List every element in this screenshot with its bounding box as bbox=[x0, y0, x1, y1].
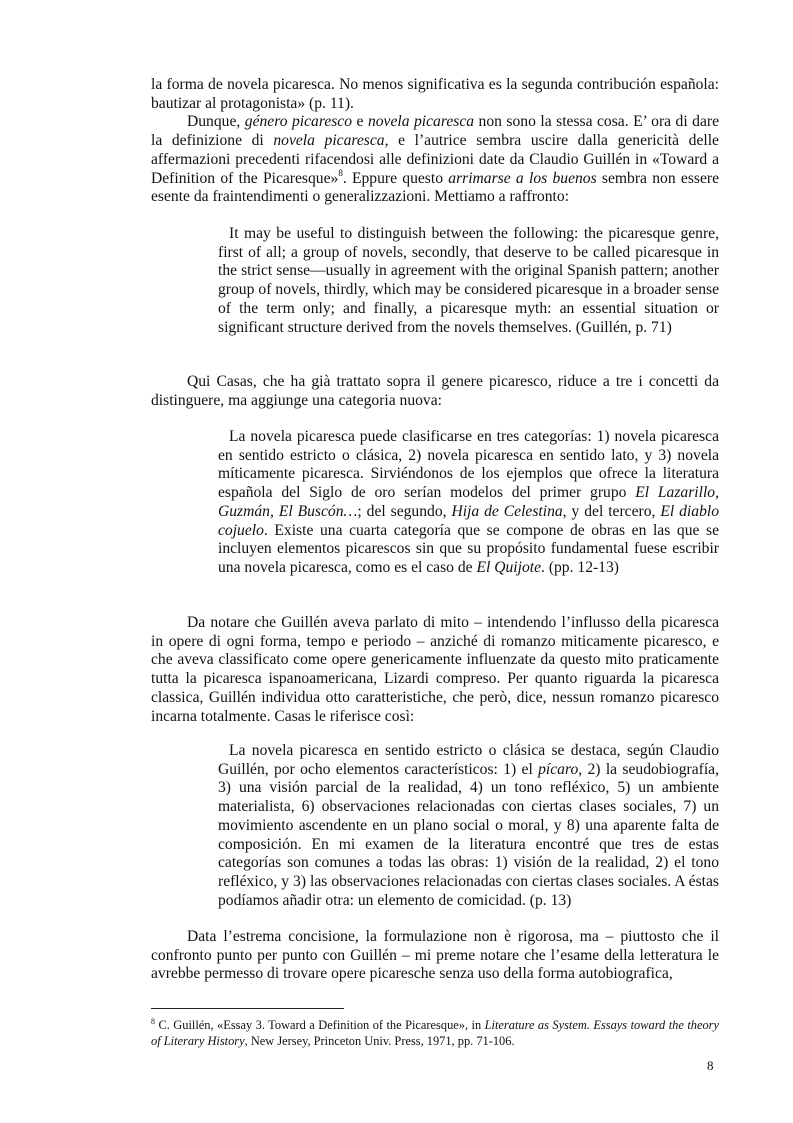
block-quote-casas-elements: La novela picaresca en sentido estricto o clásica se destaca, según Claudio Guillén, por ocho elementos característicos: 1) el pícaro, 2) la seudobiografía, 3) una visión parcial de la realidad, 4) un tono refléxico, 5) un ambiente materialista, 6) observaciones relacionadas con ciertas clases sociales, 7) un movimiento ascendente en un plano social o moral, y 8) una aparente falta de composición. En mi examen de la literatura encontré que tres de estas categorías son comunes a todas las obras: 1) visión de la realidad, 2) el tono refléxico, y 3) las observaciones relacionadas con ciertas clases sociales. A éstas podíamos añadir otra: un elemento de comicidad. (p. 13) bbox=[218, 742, 719, 909]
page-number: 8 bbox=[707, 1058, 714, 1073]
paragraph-dunque: Dunque, género picaresco e novela picaresca non sono la stessa cosa. E’ ora di dare la definizione di novela picaresca, e l’autrice sembra uscire dalla genericità delle affermazioni precedenti rifacendosi alle definizioni date da Claudio Guillén in «Toward a Definition of the Picaresque»$^8$. Eppure questo arrimarse a los buenos sembra non essere esente da fraintendimenti o generalizzazioni. Mettiamo a raffronto: bbox=[151, 113, 719, 206]
paragraph-continuation: la forma de novela picaresca. No menos significativa es la segunda contribución española: bautizar al protagonista» (p. 11). bbox=[151, 76, 719, 112]
body-text-da-notare bbox=[151, 614, 719, 726]
footnote: $^8$ C. Guillén, «Essay 3. Toward a Definition of the Picaresque», in Literature as System. Essays toward the theory of Literary History, New Jersey, Princeton Univ. Press, 1971, pp. 71-106. bbox=[151, 1017, 719, 1048]
block-quote-guillen: It may be useful to distinguish between the following: the picaresque genre, first of all; a group of novels, secondly, that deserve to be called picaresque in the strict sense—usually in agreement with the original Spanish pattern; another group of novels, thirdly, which may be considered picaresque in a broader sense of the term only; and finally, a picaresque myth: an essential situation or significant structure derived from the novels themselves. (Guillén, p. 71) bbox=[218, 225, 719, 336]
body-text-data bbox=[151, 928, 719, 984]
footnote-divider bbox=[151, 1008, 344, 1009]
block-quote-casas-categories: La novela picaresca puede clasificarse en tres categorías: 1) novela picaresca en sentido estricto o clásica, 2) novela picaresca en sentido lato, y 3) novela míticamente picaresca. Sirviéndonos de los ejemplos que ofrece la literatura española del Siglo de oro serían modelos del primer grupo El Lazarillo, Guzmán, El Buscón…; del segundo, Hija de Celestina, y del tercero, El diablo cojuelo. Existe una cuarta categoría que se compone de obras en las que se incluyen elementos picarescos sin que su propósito fundamental fuese escribir una novela picaresca, como es el caso de El Quijote. (pp. 12-13) bbox=[218, 428, 719, 576]
footnote-reference: 8 bbox=[338, 167, 343, 178]
footnote-number: 8 bbox=[151, 1017, 155, 1026]
paragraph-casas: Qui Casas, che ha già trattato sopra il genere picaresco, riduce a tre i concetti da distinguere, ma aggiunge una categoria nuova: bbox=[151, 373, 719, 409]
paragraph-data: Data l’estrema concisione, la formulazione non è rigorosa, ma – piuttosto che il confronto punto per punto con Guillén – mi preme notare che l’esame della letteratura le avrebbe permesso di trovare opere picaresche senza uso della forma autobiografica, bbox=[151, 928, 719, 983]
body-text-top bbox=[151, 76, 719, 207]
paragraph-da-notare: Da notare che Guillén aveva parlato di mito – intendendo l’influsso della picaresca in opere di ogni forma, tempo e periodo – anziché di romanzo miticamente picaresco, e che aveva classificato come opere genericamente influenzate da questo mito praticamente tutta la picaresca ispanoamericana, Lizardi compreso. Per quanto riguarda la picaresca classica, Guillén individua otto caratteristiche, che però, dice, nessun romanzo picaresco incarna totalmente. Casas le riferisce così: bbox=[151, 614, 719, 725]
body-text-casas bbox=[151, 373, 719, 410]
